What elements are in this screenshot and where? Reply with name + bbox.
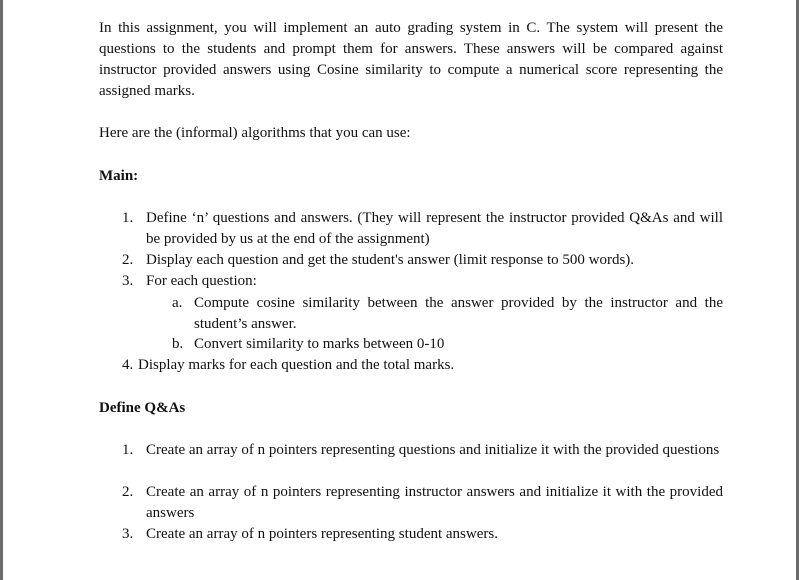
list-item-text: For each question: bbox=[146, 273, 257, 289]
list-marker: b. bbox=[172, 336, 184, 352]
main-item-2 bbox=[122, 250, 723, 271]
list-marker: 3. bbox=[122, 273, 134, 289]
intro-paragraph: In this assignment, you will implement an auto grading system in C. The system will present the questions to the students and prompt them for answers. These answers will be compared against instructor provided answers using Cosine similarity to compute a numerical score representing the assigned marks. bbox=[99, 20, 723, 99]
list-marker: 1. bbox=[122, 442, 134, 458]
list-marker: 2. bbox=[122, 484, 134, 500]
list-marker: 4. bbox=[122, 357, 134, 373]
list-item-text: Create an array of n pointers representing questions and initialize it with the provided questions bbox=[146, 442, 720, 458]
list-item-text: Define ‘n’ questions and answers. (They will represent the instructor provided Q&As and will be provided by us at the end of the assignment) bbox=[146, 210, 723, 247]
define-item-3 bbox=[122, 524, 723, 545]
list-item-text: Create an array of n pointers representing student answers. bbox=[146, 526, 498, 542]
main-heading: Main: bbox=[99, 168, 139, 184]
list-marker: 2. bbox=[122, 252, 134, 268]
list-item-text: Convert similarity to marks between 0-10 bbox=[194, 336, 445, 352]
list-marker: 3. bbox=[122, 526, 134, 542]
list-marker: a. bbox=[172, 295, 183, 311]
algorithms-intro: Here are the (informal) algorithms that you can use: bbox=[99, 125, 411, 141]
main-item-3 bbox=[122, 271, 723, 292]
define-item-1 bbox=[122, 440, 723, 461]
list-item-text: Compute cosine similarity between the answer provided by the instructor and the student’s answer. bbox=[194, 295, 723, 332]
list-item-text: Display each question and get the student's answer (limit response to 500 words). bbox=[146, 252, 635, 268]
left-border bbox=[0, 0, 3, 580]
list-item-text: Create an array of n pointers representing instructor answers and initialize it with the provided answers bbox=[146, 484, 723, 521]
main-item-4 bbox=[122, 355, 723, 376]
list-item-text: Display marks for each question and the total marks. bbox=[138, 357, 455, 373]
define-item-2 bbox=[122, 482, 723, 524]
list-marker: 1. bbox=[122, 210, 134, 226]
define-heading: Define Q&As bbox=[99, 400, 186, 416]
main-subitem-b bbox=[172, 334, 723, 355]
main-subitem-a bbox=[172, 293, 723, 335]
main-item-1 bbox=[122, 208, 723, 250]
